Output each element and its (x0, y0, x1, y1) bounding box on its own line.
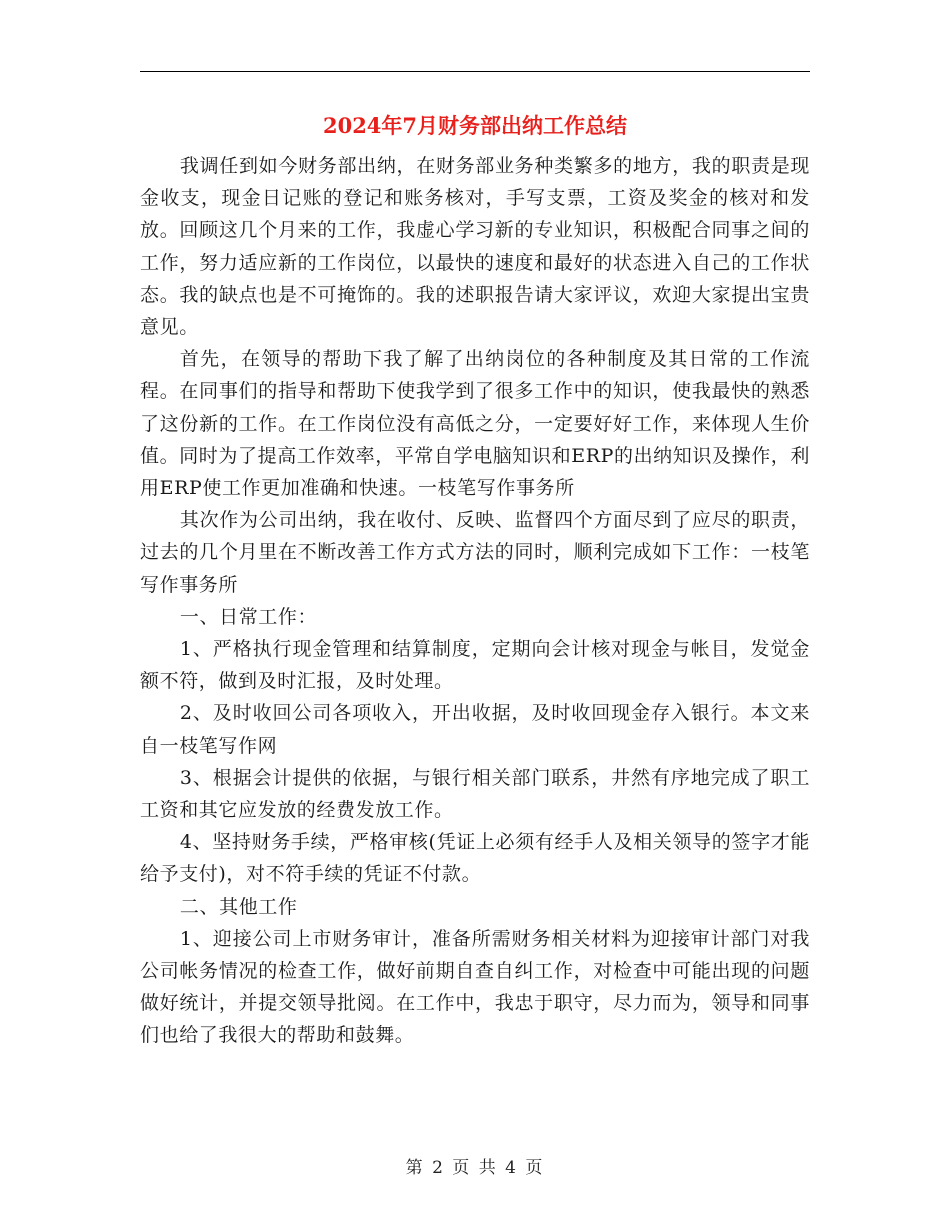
document-body (140, 150, 810, 1052)
document-title: 2024年7月财务部出纳工作总结 (322, 113, 628, 138)
paragraph-intro: 我调任到如今财务部出纳，在财务部业务种类繁多的地方，我的职责是现金收支，现金日记账的登记和账务核对，手写支票，工资及奖金的核对和发放。回顾这几个月来的工作，我虚心学习新的专业知识，积极配合同事之间的工作，努力适应新的工作岗位，以最快的速度和最好的状态进入自己的工作状态。我的缺点也是不可掩饰的。我的述职报告请大家评议，欢迎大家提出宝贵意见。 (140, 155, 810, 339)
section-heading-other-work: 二、其他工作 (179, 895, 298, 918)
paragraph-first: 首先，在领导的帮助下我了解了出纳岗位的各种制度及其日常的工作流程。在同事们的指导和帮助下使我学到了很多工作中的知识，使我最快的熟悉了这份新的工作。在工作岗位没有高低之分，一定要好好工作，来体现人生价值。同时为了提高工作效率，平常自学电脑知识和ERP的出纳知识及操作，利用ERP使工作更加准确和快速。一枝笔写作事务所 (140, 348, 810, 500)
paragraph-second: 其次作为公司出纳，我在收付、反映、监督四个方面尽到了应尽的职责，过去的几个月里在不断改善工作方式方法的同时，顺利完成如下工作：一枝笔写作事务所 (140, 509, 810, 596)
list-item-daily-2: 2、及时收回公司各项收入，开出收据，及时收回现金存入银行。本文来自一枝笔写作网 (140, 702, 810, 757)
list-item-daily-3: 3、根据会计提供的依据，与银行相关部门联系，井然有序地完成了职工工资和其它应发放的经费发放工作。 (140, 766, 810, 822)
header-rule (140, 71, 810, 72)
list-item-other-1: 1、迎接公司上市财务审计，准备所需财务相关材料为迎接审计部门对我公司帐务情况的检查工作，做好前期自查自纠工作，对检查中可能出现的问题做好统计，并提交领导批阅。在工作中，我忠于职守，尽力而为，领导和同事们也给了我很大的帮助和鼓舞。 (140, 927, 810, 1047)
page-number: 第 2 页 共 4 页 (405, 1158, 545, 1178)
section-heading-daily-work: 一、日常工作： (179, 605, 318, 628)
list-item-daily-1: 1、严格执行现金管理和结算制度，定期向会计核对现金与帐目，发觉金额不符，做到及时汇报，及时处理。 (140, 638, 810, 693)
list-item-daily-4: 4、坚持财务手续，严格审核(凭证上必须有经手人及相关领导的签字才能给予支付)，对不符手续的凭证不付款。 (140, 831, 810, 886)
